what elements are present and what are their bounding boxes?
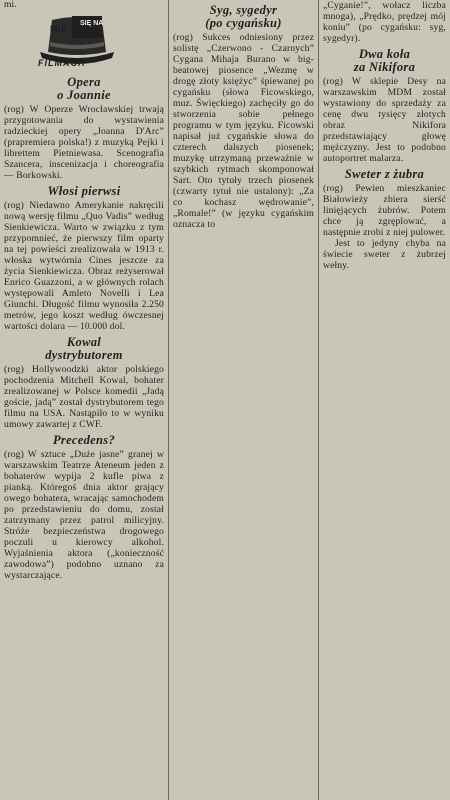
article-precedens: (rog) W sztuce „Duże jasne” granej w warszawskim Teatrze Ateneum jeden z bohaterów wypija 2 kufle piwa z pianką. Któregoś dnia aktor grający owego bohatera, wracając samochodem po przedstawieniu do domu, został zatrzymany przez patrol milicyjny. Stróże bezpieczeństwa drogowego poczuli u kierowcy alkohol. Wyjaśnienia aktora („konieczność zawodowa”) podobno uznano za wystarczające. [4,449,164,581]
logo-text-top: MIE [50,24,68,34]
article-opera: (rog) W Operze Wrocławskiej trwają przygotowania do wystawienia radzieckiej opery „Joanna D'Arc” (prapremiera polska!) z muzyką Pejki i librettem Pietniewasa. Scenografia Szancera, inscenizacja i choreografia — Borkowski. [4,104,164,181]
heading-line: (po cygańsku) [205,16,282,30]
article-syg-continued: „Cyganie!”, wołacz liczba mnoga), „Prędko, prędzej mój koniu” (po cygańsku: syg, sygedyr). [323,0,446,44]
column-left [0,0,168,800]
heading-dwa-kola [323,48,446,74]
heading-line: dystrybutorem [45,348,123,362]
article-dwa-kola: (rog) W sklepie Desy na warszawskim MDM został wystawiony do sprzedaży za cenę dwu tysięcy złotych obraz Nikifora przedstawiający głowę mężczyzny. Jest to podobno autoportret malarza. [323,76,446,164]
article-kowal: (rog) Hollywoodzki aktor polskiego pochodzenia Mitchell Kowal, bohater zrealizowanej w Polsce komedii „Jadą goście, jadą” został dystrybutorem tego filmu na USA. Nastąpiło to w wyniku umowy zawartej z CWF. [4,364,164,430]
heading-line: Dwa koła [358,47,411,61]
heading-line: Kowal [66,335,102,349]
article-sweter: (rog) Pewien mieszkaniec Białowieży zbiera sierść linięjących żubrów. Potem chce ją zgręplować, a następnie zrobi z niej pulower. [323,183,446,238]
article-sweter-paragraph: Jest to jedyny chyba na świecie sweter z żubrzej wełny. [323,238,446,271]
heading-line: o Joannie [57,88,111,102]
heading-precedens: Precedens? [52,433,115,447]
heading-kowal [4,336,164,362]
heading-sweter: Sweter z żubra [344,167,425,181]
column-middle [168,0,318,800]
article-wlosi: (rog) Niedawno Amerykanie nakręcili nową wersję filmu „Quo Vadis” według Sienkiewicza. Warto w związku z tym przypomnieć, że pierwszy film oparty na tej powieści zrealizowała w 1913 r. włoska wytwórnia Cines jeszcze za życia Sienkiewicza. Obraz reżyserował Enrico Guazzoni, a w głównych rolach występowali Amleto Novelli i Lea Giunchi. Długość filmu wynosiła 2.250 metrów, jego koszt według ówczesnej wartości dolara — 10.000 dol. [4,200,164,332]
logo-text-bottom: FILMACH [38,58,86,68]
heading-line: za Nikifora [353,60,416,74]
article-syg: (rog) Sukces odniesiony przez solistę „Czerwono - Czarnych” Cygana Mihaja Burano w big-beatowej piosence „Wezmę w drogę złoty księżyc” śpiewanej po cygańsku (słowa Ficowskiego, muz. Święckiego) zachęciły go do stworzenia sobie pełnego programu w tym języku. Ficowski napisał już cygańskie słowa do czterech dalszych piosenek; muzykę utrzymaną przeważnie w szybkich rytmach skomponował Sart. Oto tytuły trzech piosenek (czwarty tytuł nie ustalony): „Za co kochasz wędrowanie”, „Romale!” (w języku cygańskim oznacza to [173,32,314,230]
previous-text-fragment: mi. [4,0,17,10]
column-right [318,0,450,800]
heading-line: Opera [67,75,101,89]
heading-opera [4,76,164,102]
logo-text-mid: SIĘ NA [80,20,104,27]
heading-wlosi: Włosi pierwsi [47,184,121,198]
column-logo [32,12,122,72]
heading-line: Syg, sygedyr [209,3,278,17]
heading-syg [173,4,314,30]
